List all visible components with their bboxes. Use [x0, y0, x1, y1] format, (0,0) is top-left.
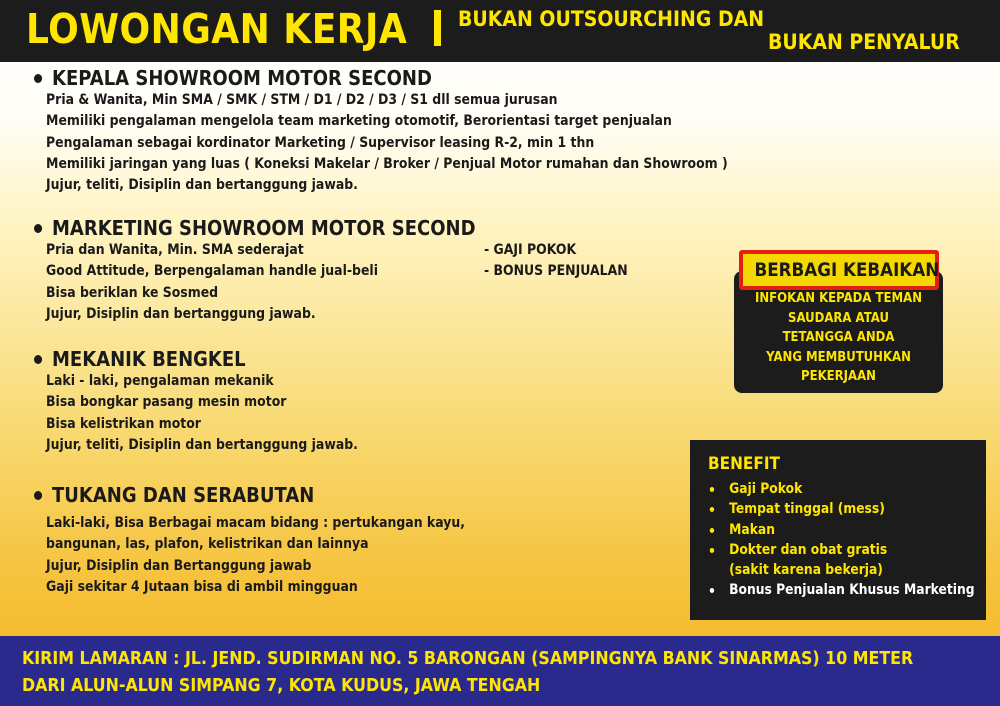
bullet-icon: [34, 74, 42, 83]
benefit-item-continuation: (sakit karena bekerja): [729, 562, 883, 579]
job-requirement: Jujur, teliti, Disiplin dan bertanggung jawab.: [46, 177, 358, 194]
page-title: LOWONGAN KERJA: [26, 5, 408, 53]
job-requirement: Bisa beriklan ke Sosmed: [46, 284, 219, 301]
job-requirement: Laki - laki, pengalaman mekanik: [46, 373, 274, 389]
kebaikan-line: INFOKAN KEPADA TEMAN: [754, 291, 922, 306]
job-requirement: Jujur, Disiplin dan Bertanggung jawab: [46, 557, 312, 574]
job-requirement: Jujur, Disiplin dan bertanggung jawab.: [46, 305, 316, 322]
benefit-title: BENEFIT: [708, 454, 780, 474]
subtitle-line-2: BUKAN PENYALUR: [768, 30, 960, 54]
bullet-icon: [34, 491, 42, 500]
title-separator: [434, 10, 441, 46]
bullet-icon: [710, 507, 714, 512]
job-requirement: Pria dan Wanita, Min. SMA sederajat: [46, 242, 304, 258]
job-requirement: Gaji sekitar 4 Jutaan bisa di ambil mingguan: [46, 578, 358, 595]
job-requirement: Jujur, teliti, Disiplin dan bertanggung jawab.: [46, 436, 358, 453]
subtitle-line-1: BUKAN OUTSOURCHING DAN: [458, 7, 765, 31]
benefit-item: Bonus Penjualan Khusus Marketing: [708, 580, 975, 600]
kebaikan-title-badge: [739, 250, 939, 290]
job-requirement: Bisa kelistrikan motor: [46, 415, 201, 432]
job-kepala-showroom: [34, 66, 841, 196]
compensation-item: - BONUS PENJUALAN: [484, 263, 628, 280]
job-marketing-showroom: [34, 216, 525, 325]
job-title: KEPALA SHOWROOM MOTOR SECOND: [34, 66, 760, 90]
benefit-item: Tempat tinggal (mess): [708, 499, 975, 519]
job-requirement: Memiliki jaringan yang luas ( Koneksi Makelar / Broker / Penjual Motor rumahan dan Showroom ): [46, 155, 728, 172]
job-requirement: Pria & Wanita, Min SMA / SMK / STM / D1 / D2 / D3 / S1 dll semua jurusan: [46, 92, 558, 108]
benefit-item: Gaji Pokok: [708, 479, 975, 499]
kebaikan-message: [734, 289, 943, 387]
job-requirement: bangunan, las, plafon, kelistrikan dan lainnya: [46, 536, 369, 553]
kebaikan-line: YANG MEMBUTUHKAN: [766, 349, 911, 365]
bullet-icon: [34, 355, 42, 364]
job-tukang-serabutan: [34, 483, 535, 598]
benefit-item: Dokter dan obat gratis: [708, 540, 975, 560]
kebaikan-line: SAUDARA ATAU: [788, 310, 889, 326]
bullet-icon: [710, 548, 714, 553]
footer-address-banner: [0, 636, 1000, 706]
kebaikan-title: BERBAGI KEBAIKAN: [754, 259, 940, 281]
marketing-compensation: [484, 240, 651, 283]
footer-address-line-1: KIRIM LAMARAN : JL. JEND. SUDIRMAN NO. 5 BARONGAN (SAMPINGNYA BANK SINARMAS) 10 METER: [22, 648, 914, 669]
compensation-item: - GAJI POKOK: [484, 242, 577, 258]
benefit-item: Makan: [708, 520, 975, 540]
job-requirement: Memiliki pengalaman mengelola team marketing otomotif, Berorientasi target penjualan: [46, 113, 672, 130]
bullet-icon: [710, 588, 714, 593]
job-title: MEKANIK BENGKEL: [34, 347, 373, 371]
job-title: MARKETING SHOWROOM MOTOR SECOND: [34, 216, 476, 240]
job-requirement: Good Attitude, Berpengalaman handle jual-beli: [46, 263, 378, 280]
job-requirement: Pengalaman sebagai kordinator Marketing / Supervisor leasing R-2, min 1 thn: [46, 134, 595, 151]
job-title: TUKANG DAN SERABUTAN: [34, 483, 485, 507]
job-requirement: Bisa bongkar pasang mesin motor: [46, 394, 287, 411]
job-mekanik-bengkel: [34, 347, 411, 456]
bullet-icon: [710, 487, 714, 492]
job-requirement: Laki-laki, Bisa Berbagai macam bidang : pertukangan kayu,: [46, 515, 466, 531]
bullet-icon: [710, 528, 714, 533]
kebaikan-line: PEKERJAAN: [801, 369, 876, 385]
header-banner: [0, 0, 1000, 62]
footer-address-line-2: DARI ALUN-ALUN SIMPANG 7, KOTA KUDUS, JAWA TENGAH: [22, 675, 541, 696]
benefit-list: [708, 479, 1000, 601]
kebaikan-line: TETANGGA ANDA: [782, 330, 895, 346]
bullet-icon: [34, 224, 42, 233]
